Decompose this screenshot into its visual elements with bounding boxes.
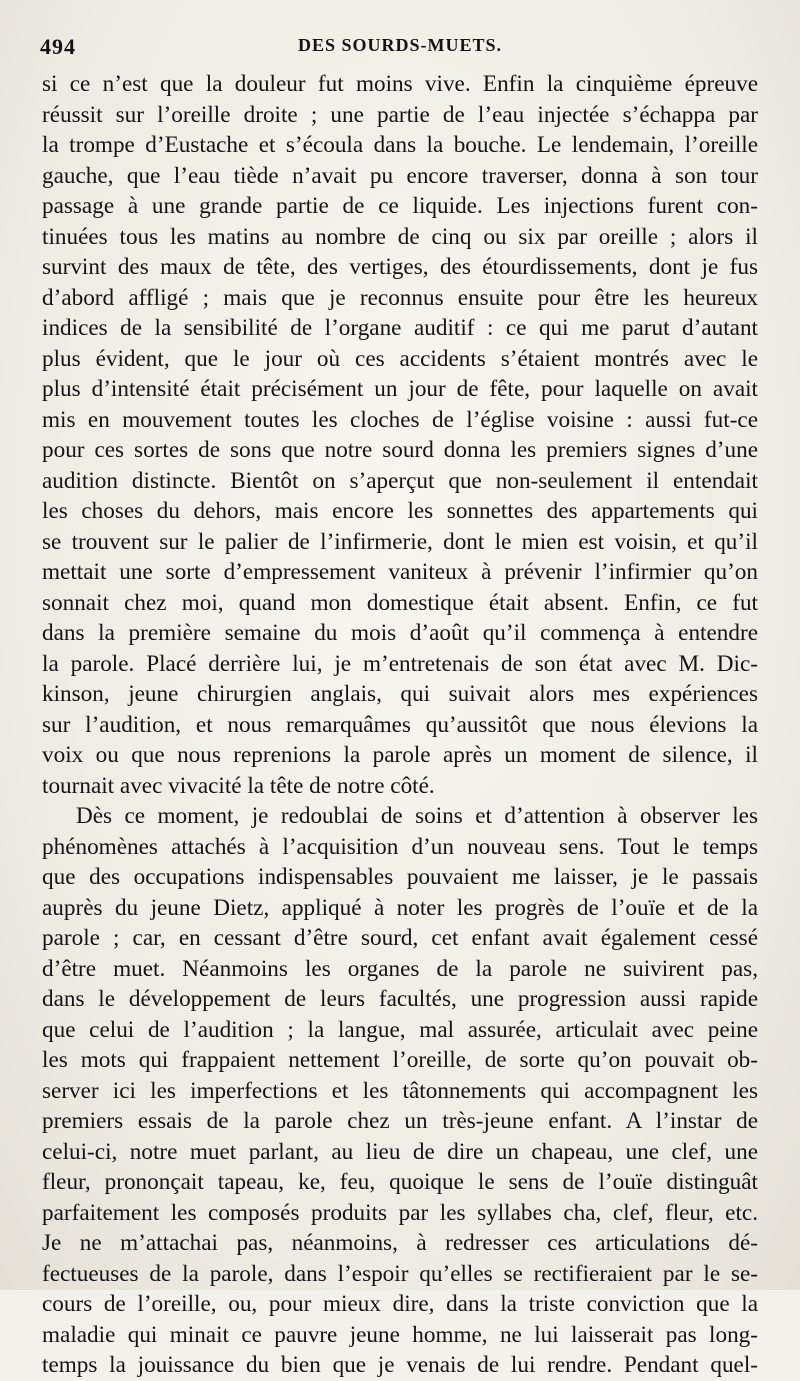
text-line: se trouvent sur le palier de l’infirmerie, dont le mien est voisin, et qu’il	[42, 528, 758, 555]
text-line: maladie qui minait ce pauvre jeune homme, ne lui laisserait pas long-	[42, 1321, 758, 1348]
body-text	[42, 69, 758, 1381]
text-line: que des occupations indispensables pouvaient me laisser, je le passais	[42, 864, 758, 890]
text-line: pour ces sortes de sons que notre sourd donna les premiers signes d’une	[42, 437, 758, 463]
text-line: survint des maux de tête, des vertiges, des étourdissements, dont je fus	[42, 254, 758, 280]
text-line: Je ne m’attachai pas, néanmoins, à redresser ces articulations dé-	[42, 1230, 758, 1256]
text-line: server ici les imperfections et les tâtonnements qui accompagnent les	[42, 1077, 758, 1104]
text-line: cours de l’oreille, ou, pour mieux dire, dans la triste conviction que la	[42, 1291, 758, 1317]
text-line: temps la jouissance du bien que je venais de lui rendre. Pendant quel-	[42, 1352, 758, 1378]
text-line: dans la première semaine du mois d’août qu’il commença à entendre	[42, 620, 758, 646]
text-line: réussit sur l’oreille droite ; une partie de l’eau injectée s’échappa par	[42, 101, 758, 128]
text-line: plus d’intensité était précisément un jour de fête, pour laquelle on avait	[42, 376, 758, 402]
text-line: audition distincte. Bientôt on s’aperçut que non-seulement il entendait	[42, 467, 758, 494]
text-line: si ce n’est que la douleur fut moins vive. Enfin la cinquième épreuve	[42, 71, 758, 97]
text-line: que celui de l’audition ; la langue, mal assurée, articulait avec peine	[42, 1016, 758, 1043]
text-line: auprès du jeune Dietz, appliqué à noter les progrès de l’ouïe et de la	[42, 894, 758, 921]
text-line: tournait avec vivacité la tête de notre côté.	[42, 772, 435, 799]
text-line: Dès ce moment, je redoublai de soins et d’attention à observer les	[76, 803, 758, 829]
page-number: 494	[40, 34, 76, 59]
text-line: passage à une grande partie de ce liquide. Les injections furent con-	[42, 193, 758, 219]
text-line: les choses du dehors, mais encore les sonnettes des appartements qui	[42, 498, 758, 524]
text-line: voix ou que nous reprenions la parole après un moment de silence, il	[42, 742, 758, 768]
text-line: mettait une sorte d’empressement vaniteux à prévenir l’infirmier qu’on	[42, 559, 758, 585]
text-line: plus évident, que le jour où ces accidents s’étaient montrés avec le	[42, 345, 758, 372]
running-title: DES SOURDS-MUETS.	[297, 35, 503, 55]
text-line: d’abord affligé ; mais que je reconnus ensuite pour être les heureux	[42, 284, 758, 311]
text-line: fectueuses de la parole, dans l’espoir qu’elles se rectifieraient par le se-	[42, 1260, 758, 1287]
text-line: parfaitement les composés produits par les syllabes cha, clef, fleur, etc.	[42, 1199, 758, 1226]
text-line: sonnait chez moi, quand mon domestique était absent. Enfin, ce fut	[42, 589, 758, 616]
text-line: la trompe d’Eustache et s’écoula dans la bouche. Le lendemain, l’oreille	[42, 132, 758, 158]
text-line: indices de la sensibilité de l’organe auditif : ce qui me parut d’autant	[42, 315, 758, 341]
text-line: dans le développement de leurs facultés, une progression aussi rapide	[42, 986, 758, 1012]
running-head	[40, 34, 760, 58]
text-line: parole ; car, en cessant d’être sourd, cet enfant avait également cessé	[42, 925, 758, 951]
text-line: tinuées tous les matins au nombre de cinq ou six par oreille ; alors il	[42, 223, 758, 250]
text-line: d’être muet. Néanmoins les organes de la parole ne suivirent pas,	[42, 955, 758, 982]
text-line: premiers essais de la parole chez un très-jeune enfant. A l’instar de	[42, 1108, 758, 1134]
text-line: mis en mouvement toutes les cloches de l’église voisine : aussi fut-ce	[42, 406, 758, 433]
paragraph-1	[42, 69, 758, 801]
text-line: fleur, prononçait tapeau, ke, feu, quoique le sens de l’ouïe distinguât	[42, 1169, 758, 1195]
paragraph-2	[42, 801, 758, 1381]
text-line: les mots qui frappaient nettement l’oreille, de sorte qu’on pouvait ob-	[42, 1047, 758, 1073]
text-line: sur l’audition, et nous remarquâmes qu’aussitôt que nous élevions la	[42, 711, 758, 738]
text-line: kinson, jeune chirurgien anglais, qui suivait alors mes expériences	[42, 681, 758, 707]
text-line: la parole. Placé derrière lui, je m’entretenais de son état avec M. Dic-	[42, 650, 758, 677]
text-line: phénomènes attachés à l’acquisition d’un nouveau sens. Tout le temps	[42, 833, 758, 860]
text-line: celui-ci, notre muet parlant, au lieu de dire un chapeau, une clef, une	[42, 1138, 758, 1165]
text-line: gauche, que l’eau tiède n’avait pu encore traverser, donna à son tour	[42, 162, 758, 189]
